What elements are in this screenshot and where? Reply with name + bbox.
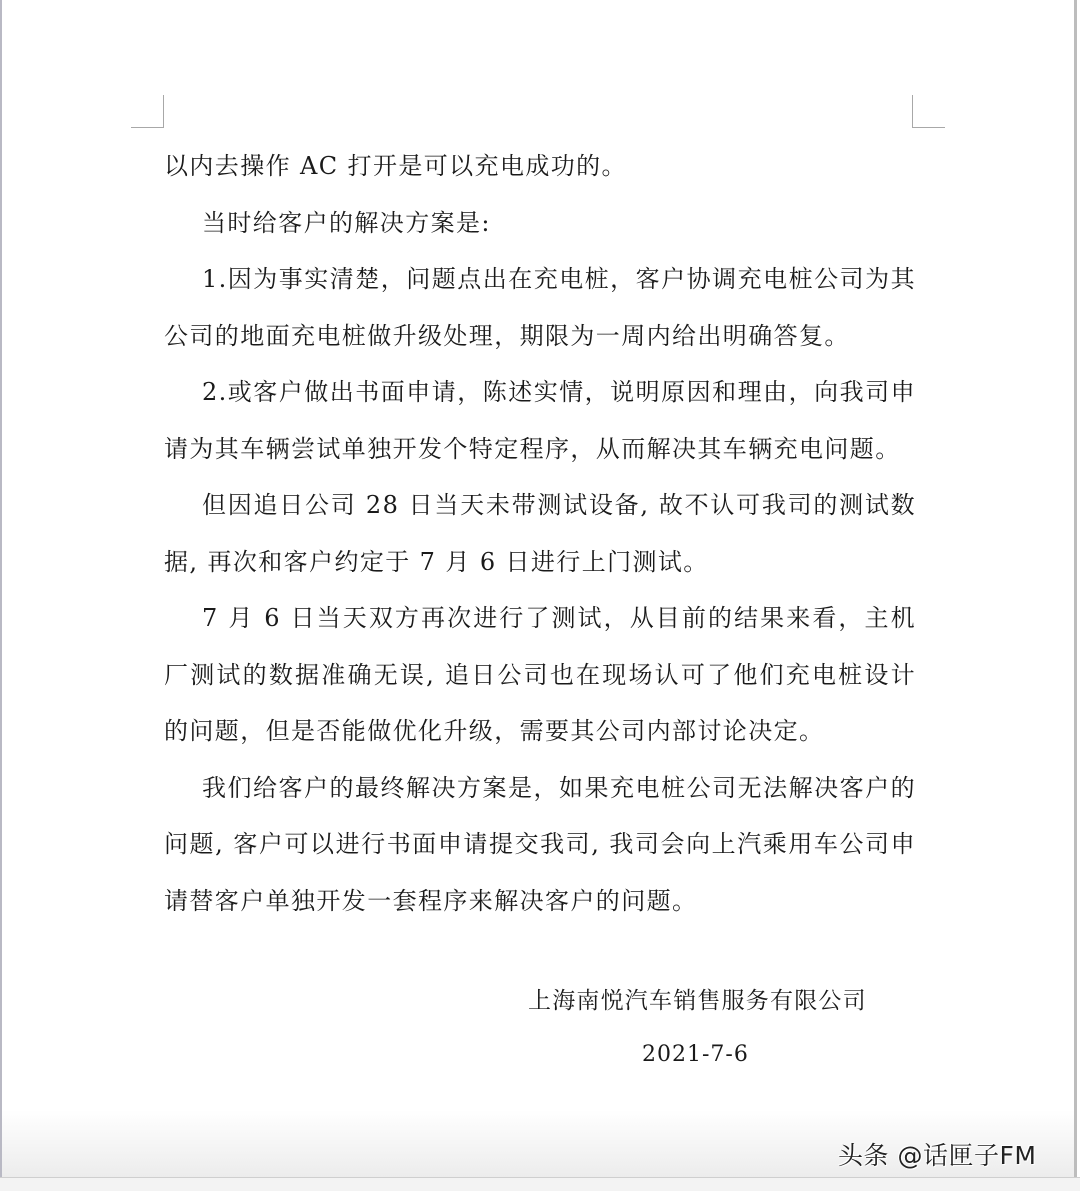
document-date: 2021-7-6 [642,1042,749,1067]
paragraph: 1.因为事实清楚，问题点出在充电桩，客户协调充电桩公司为其公司的地面充电桩做升级处理，期限为一周内给出明确答复。 [164,265,916,350]
paragraph: 2.或客户做出书面申请，陈述实情，说明原因和理由，向我司申请为其车辆尝试单独开发个特定程序，从而解决其车辆充电问题。 [164,378,916,463]
window-right-border [1074,0,1077,1178]
watermark: 头条 @话匣子FM [838,1141,1037,1170]
document-body [164,138,916,929]
window-left-border [0,0,2,1178]
margin-corner-top-left [131,95,164,128]
margin-corner-top-right [912,95,945,128]
paragraph: 以内去操作 AC 打开是可以充电成功的。 [164,152,627,180]
paragraph: 当时给客户的解决方案是: [202,208,491,237]
paragraph: 7 月 6 日当天双方再次进行了测试，从目前的结果来看，主机厂测试的数据准确无误, 追日公司也在现场认可了他们充电桩设计的问题，但是否能做优化升级，需要其公司内部讨论决定。 [164,604,916,745]
paragraph: 我们给客户的最终解决方案是，如果充电桩公司无法解决客户的问题, 客户可以进行书面申请提交我司, 我司会向上汽乘用车公司申请替客户单独开发一套程序来解决客户的问题。 [164,773,916,915]
company-signature: 上海南悦汽车销售服务有限公司 [528,988,867,1014]
bottom-bar [0,1177,1080,1191]
paragraph: 但因追日公司 28 日当天未带测试设备, 故不认可我司的测试数据, 再次和客户约定于 7 月 6 日进行上门测试。 [164,491,916,576]
